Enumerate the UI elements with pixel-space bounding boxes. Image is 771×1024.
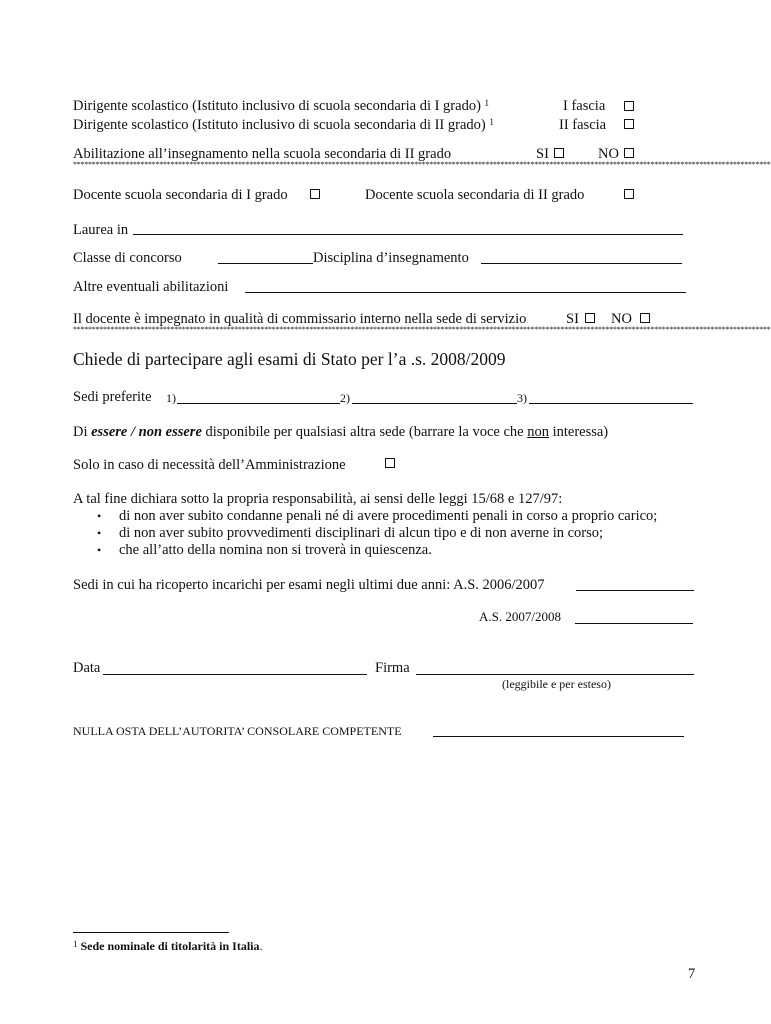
laurea-label: Laurea in	[73, 222, 129, 238]
non-underlined: non	[527, 424, 549, 440]
first-fascia-checkbox[interactable]	[624, 101, 634, 111]
incarichi-2007-field[interactable]	[575, 623, 693, 624]
sede-1-number: 1)	[166, 391, 176, 405]
docente-first-grade-checkbox[interactable]	[310, 189, 320, 199]
sede-3-number: 3)	[517, 391, 527, 405]
footnote	[73, 939, 263, 954]
sede-3-field[interactable]	[529, 403, 693, 404]
firma-field[interactable]	[416, 674, 694, 675]
data-label: Data	[73, 660, 101, 676]
dichiarazione-intro: A tal fine dichiara sotto la propria responsabilità, ai sensi delle leggi 15/68 e 127/97:	[73, 491, 563, 507]
footnote-ref: 1	[484, 98, 490, 108]
sede-1-field[interactable]	[177, 403, 340, 404]
footnote-mark: 1	[73, 939, 78, 949]
page-number: 7	[688, 966, 696, 982]
dirigente-first-grade-label	[73, 98, 489, 115]
first-fascia-label: I fascia	[563, 98, 606, 114]
abilitazione-no-label: NO	[598, 146, 619, 162]
incarichi-2006-field[interactable]	[576, 590, 694, 591]
docente-second-grade-label: Docente scuola secondaria di II grado	[365, 187, 585, 203]
nulla-osta-field[interactable]	[433, 736, 684, 737]
bullet-icon: •	[97, 509, 102, 523]
abilitazione-si-checkbox[interactable]	[554, 148, 564, 158]
dirigente-first-grade-text: Dirigente scolastico (Istituto inclusivo di scuola secondaria di I grado)	[73, 98, 481, 114]
nulla-osta-label: NULLA OSTA DELL’AUTORITA’ CONSOLARE COMPETENTE	[73, 724, 402, 738]
sede-2-field[interactable]	[352, 403, 517, 404]
second-fascia-checkbox[interactable]	[624, 119, 634, 129]
docente-second-grade-checkbox[interactable]	[624, 189, 634, 199]
abilitazione-label: Abilitazione all’insegnamento nella scuola secondaria di II grado	[73, 146, 452, 162]
incarichi-2007-label: A.S. 2007/2008	[479, 609, 561, 624]
disponibilita-mid: disponibile per qualsiasi altra sede (barrare la voce che	[201, 424, 528, 440]
sede-2-number: 2)	[340, 391, 350, 405]
commissario-no-label: NO	[611, 311, 632, 327]
separator-stars: ******************************************************************************************************************************************************************************************	[73, 160, 771, 169]
commissario-si-checkbox[interactable]	[585, 313, 595, 323]
docente-first-grade-label: Docente scuola secondaria di I grado	[73, 187, 288, 203]
commissario-no-checkbox[interactable]	[640, 313, 650, 323]
commissario-si-label: SI	[566, 311, 579, 327]
incarichi-label: Sedi in cui ha ricoperto incarichi per esami negli ultimi due anni: A.S. 2006/2007	[73, 577, 545, 593]
footnote-ref: 1	[489, 117, 494, 127]
firma-label: Firma	[375, 660, 410, 676]
dichiarazione-item-1: di non aver subito condanne penali né di avere procedimenti penali in corso a proprio carico;	[119, 508, 658, 524]
dichiarazione-item-2: di non aver subito provvedimenti disciplinari di alcun tipo e di non averne in corso;	[119, 525, 604, 541]
necessita-label: Solo in caso di necessità dell’Amministrazione	[73, 457, 346, 473]
altre-abilitazioni-label: Altre eventuali abilitazioni	[73, 279, 229, 295]
disponibilita-post: interessa)	[548, 424, 609, 440]
classe-label: Classe di concorso	[73, 250, 182, 266]
abilitazione-no-checkbox[interactable]	[624, 148, 634, 158]
disciplina-field[interactable]	[481, 263, 682, 264]
disponibilita-statement	[73, 424, 608, 441]
sedi-preferite-label: Sedi preferite	[73, 389, 152, 405]
disponibilita-pre: Di	[73, 424, 92, 440]
firma-note: (leggibile e per esteso)	[502, 677, 611, 691]
footnote-period: .	[259, 939, 263, 953]
request-heading: Chiede di partecipare agli esami di Stato per l’a .s. 2008/2009	[73, 349, 506, 369]
bullet-icon: •	[97, 526, 102, 540]
dirigente-second-grade-text: Dirigente scolastico (Istituto inclusivo di scuola secondaria di II grado)	[73, 117, 486, 133]
altre-abilitazioni-field[interactable]	[245, 292, 686, 293]
commissario-label: Il docente è impegnato in qualità di commissario interno nella sede di servizio	[73, 311, 527, 327]
laurea-field[interactable]	[133, 234, 683, 235]
data-field[interactable]	[103, 674, 367, 675]
disciplina-label: Disciplina d’insegnamento	[313, 250, 469, 266]
bullet-icon: •	[97, 543, 102, 557]
separator-stars: ******************************************************************************************************************************************************************************************	[73, 325, 771, 334]
necessita-checkbox[interactable]	[385, 458, 395, 468]
classe-field[interactable]	[218, 263, 313, 264]
footnote-divider	[73, 932, 229, 933]
dichiarazione-item-3: che all’atto della nomina non si troverà in quiescenza.	[119, 542, 432, 558]
footnote-text: Sede nominale di titolarità in Italia	[80, 939, 260, 953]
abilitazione-si-label: SI	[536, 146, 549, 162]
second-fascia-label: II fascia	[559, 117, 607, 133]
dirigente-second-grade-label	[73, 117, 494, 134]
essere-non-essere-option[interactable]: essere / non essere	[91, 424, 202, 440]
